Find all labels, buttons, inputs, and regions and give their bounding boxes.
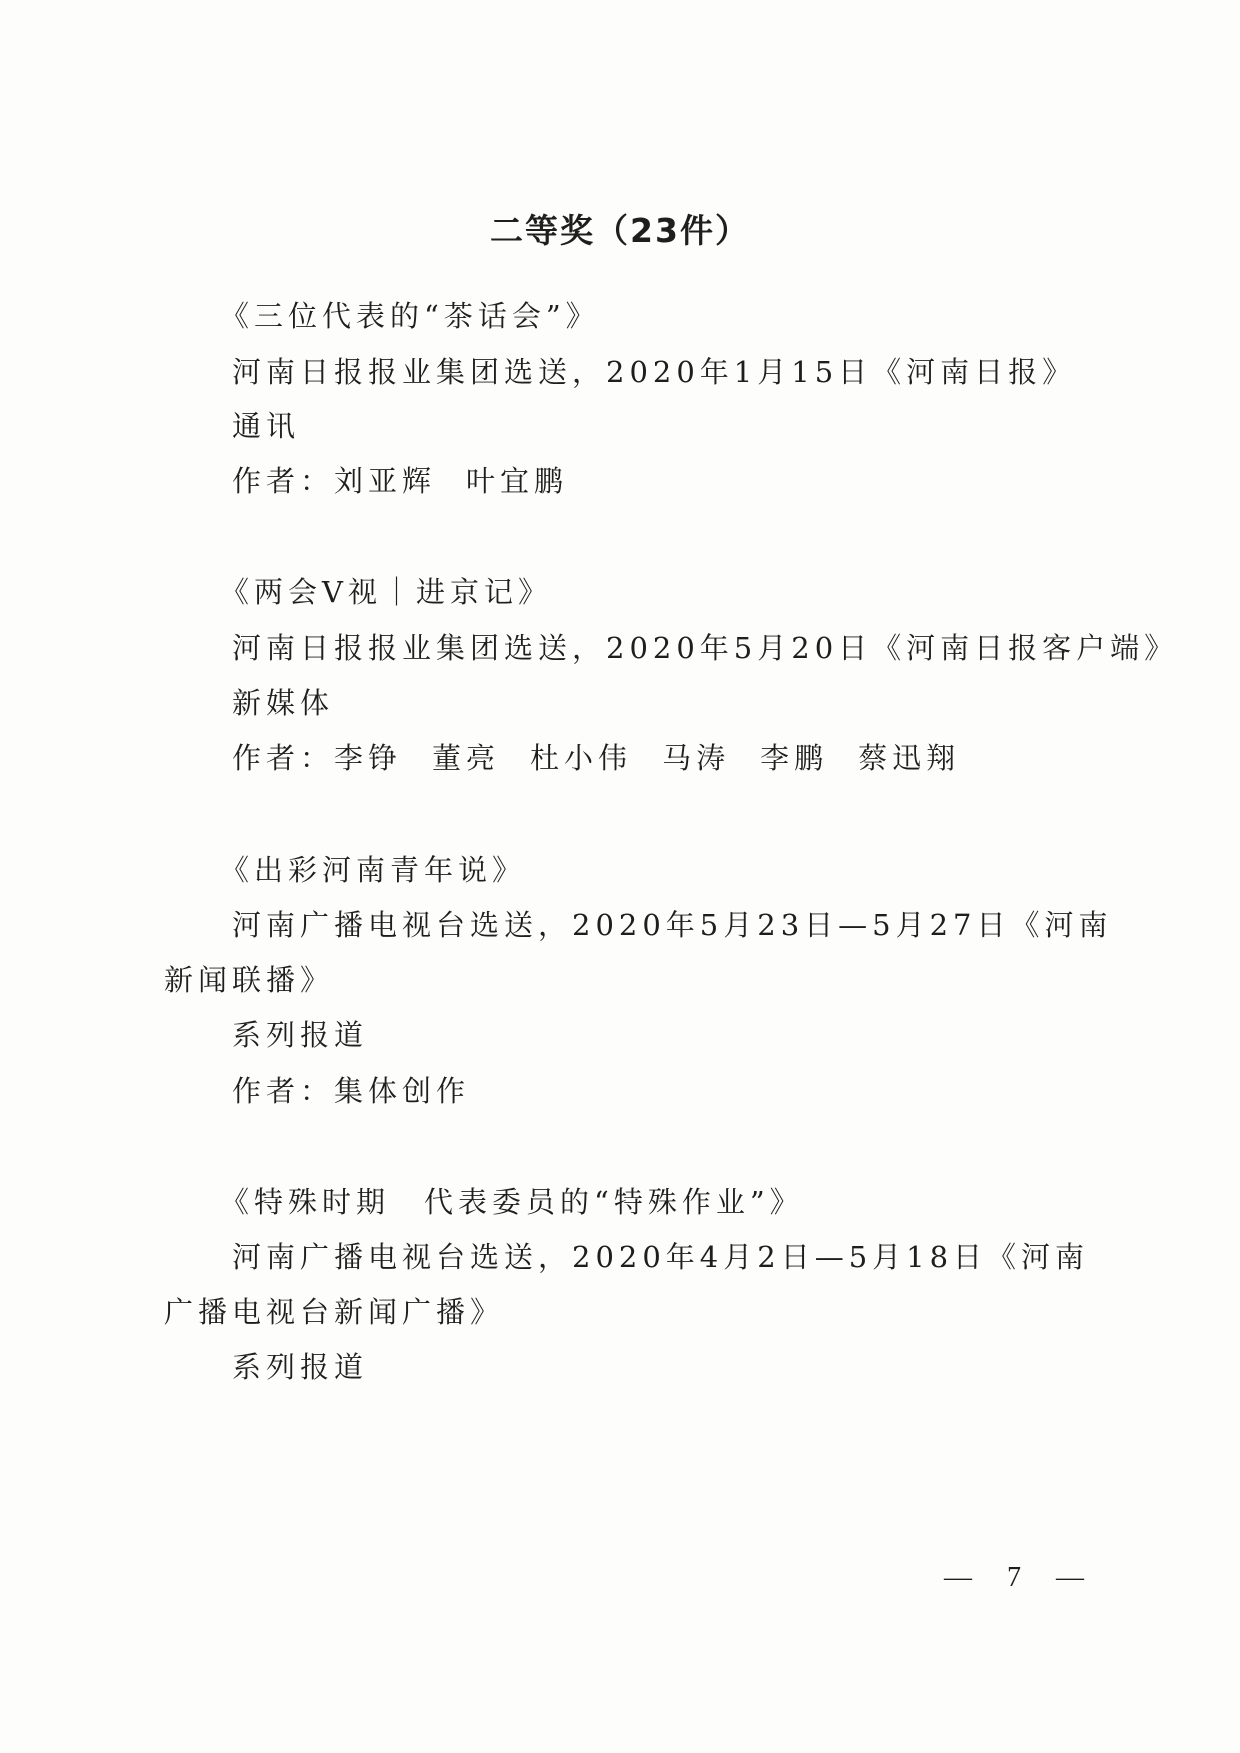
author-label: 作者： <box>232 741 335 775</box>
author-name: 李铮 <box>334 741 403 775</box>
entry-title: 《三位代表的“茶话会”》 <box>220 299 600 333</box>
entry-source: 河南日报报业集团选送，2020年5月20日《河南日报客户端》 <box>232 631 1179 665</box>
entry-source: 河南广播电视台选送，2020年5月23日—5月27日《河南 <box>232 908 1113 942</box>
author-name: 李鹏 <box>760 741 829 775</box>
entry-authors <box>232 1074 500 1108</box>
author-label: 作者： <box>232 464 335 498</box>
page-number: — 7 — <box>944 1562 1098 1593</box>
author-name: 叶宜鹏 <box>466 464 569 498</box>
entry-title: 《特殊时期 代表委员的“特殊作业”》 <box>220 1185 804 1219</box>
entry-title: 《两会V视｜进京记》 <box>220 575 552 609</box>
entry-category: 系列报道 <box>232 1350 369 1384</box>
entry-source: 河南日报报业集团选送，2020年1月15日《河南日报》 <box>232 355 1077 389</box>
author-name: 刘亚辉 <box>334 464 437 498</box>
entry-source-continued: 广播电视台新闻广播》 <box>164 1295 505 1329</box>
entry-category: 通讯 <box>232 409 301 443</box>
author-name: 集体创作 <box>334 1074 471 1108</box>
author-label: 作者： <box>232 1074 335 1108</box>
section-heading: 二等奖（23件） <box>490 211 750 250</box>
author-name: 马涛 <box>662 741 731 775</box>
entry-category: 系列报道 <box>232 1018 369 1052</box>
entry-title: 《出彩河南青年说》 <box>220 853 527 887</box>
author-name: 杜小伟 <box>530 741 633 775</box>
entry-authors <box>232 741 990 775</box>
author-name: 蔡迅翔 <box>858 741 961 775</box>
entry-authors <box>232 464 598 498</box>
entry-source-continued: 新闻联播》 <box>164 963 335 997</box>
entry-category: 新媒体 <box>232 686 335 720</box>
author-name: 董亮 <box>432 741 501 775</box>
entry-source: 河南广播电视台选送，2020年4月2日—5月18日《河南 <box>232 1240 1090 1274</box>
